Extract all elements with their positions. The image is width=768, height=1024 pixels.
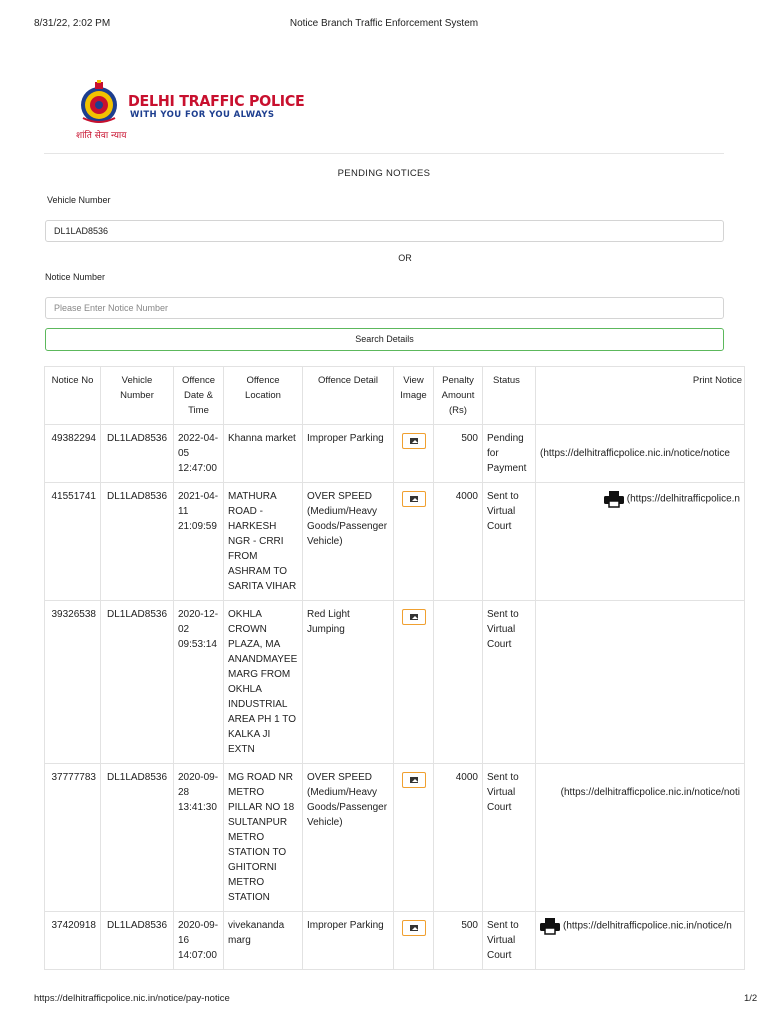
offence-date-cell: 2020-09-28 13:41:30 xyxy=(174,764,224,912)
offence-date-cell: 2021-04-11 21:09:59 xyxy=(174,483,224,601)
offence-location-cell: Khanna market xyxy=(224,425,303,483)
vehicle-number-cell: DL1LAD8536 xyxy=(101,601,174,764)
offence-detail-cell: OVER SPEED (Medium/Heavy Goods/Passenger Vehicle) xyxy=(303,483,394,601)
print-datetime: 8/31/22, 2:02 PM xyxy=(34,18,111,29)
col-status: Status xyxy=(483,367,536,425)
penalty-amount-cell: 4000 xyxy=(434,764,483,912)
col-offence-detail: Offence Detail xyxy=(303,367,394,425)
section-title: PENDING NOTICES xyxy=(337,168,431,179)
print-notice-cell xyxy=(536,912,745,970)
penalty-amount-cell: 500 xyxy=(434,912,483,970)
col-print-notice: Print Notice xyxy=(536,367,745,425)
col-offence-location: Offence Location xyxy=(224,367,303,425)
offence-detail-cell: Improper Parking xyxy=(303,425,394,483)
footer-page-number: 1/2 xyxy=(744,993,758,1004)
table-row xyxy=(45,425,745,483)
offence-detail-cell: Improper Parking xyxy=(303,912,394,970)
col-view-image: View Image xyxy=(394,367,434,425)
notice-no-cell: 41551741 xyxy=(45,483,101,601)
view-image-cell xyxy=(394,425,434,483)
notice-no-cell: 49382294 xyxy=(45,425,101,483)
printer-icon xyxy=(540,918,560,934)
table-row xyxy=(45,483,745,601)
logo-tagline: WITH YOU FOR YOU ALWAYS xyxy=(130,110,275,120)
offence-location-cell: OKHLA CROWN PLAZA, MA ANANDMAYEE MARG FROM OKHLA INDUSTRIAL AREA PH 1 TO KALKA JI EXTN xyxy=(224,601,303,764)
footer-url: https://delhitrafficpolice.nic.in/notice/pay-notice xyxy=(34,993,230,1004)
notice-number-label: Notice Number xyxy=(45,272,106,282)
pending-notices-table xyxy=(44,366,745,970)
notice-no-cell: 37420918 xyxy=(45,912,101,970)
status-cell: Sent to Virtual Court xyxy=(483,764,536,912)
col-vehicle-number: Vehicle Number xyxy=(101,367,174,425)
print-notice-link[interactable]: (https://delhitrafficpolice.nic.in/notice/noti xyxy=(560,787,740,798)
offence-location-cell: MATHURA ROAD - HARKESH NGR - CRRI FROM ASHRAM TO SARITA VIHAR xyxy=(224,483,303,601)
view-image-icon[interactable] xyxy=(402,772,426,788)
print-notice-cell xyxy=(536,764,745,912)
offence-detail-cell: OVER SPEED (Medium/Heavy Goods/Passenger Vehicle) xyxy=(303,764,394,912)
print-notice-link[interactable]: (https://delhitrafficpolice.nic.in/notice/notice xyxy=(540,448,730,459)
print-notice-cell xyxy=(536,425,745,483)
print-notice-cell xyxy=(536,483,745,601)
table-row xyxy=(45,764,745,912)
view-image-icon[interactable] xyxy=(402,491,426,507)
status-cell: Sent to Virtual Court xyxy=(483,912,536,970)
vehicle-number-cell: DL1LAD8536 xyxy=(101,764,174,912)
print-notice-cell xyxy=(536,601,745,764)
view-image-icon[interactable] xyxy=(402,920,426,936)
print-notice-link[interactable]: (https://delhitrafficpolice.n xyxy=(626,493,740,505)
view-image-cell xyxy=(394,764,434,912)
offence-date-cell: 2020-09-16 14:07:00 xyxy=(174,912,224,970)
notice-number-input[interactable]: Please Enter Notice Number xyxy=(45,297,724,319)
print-notice-link[interactable]: (https://delhitrafficpolice.nic.in/notice/n xyxy=(563,920,732,932)
status-cell: Sent to Virtual Court xyxy=(483,483,536,601)
logo-brand-text: DELHI TRAFFIC POLICE xyxy=(128,92,305,110)
vehicle-number-cell: DL1LAD8536 xyxy=(101,425,174,483)
penalty-amount-cell xyxy=(434,601,483,764)
view-image-icon[interactable] xyxy=(402,433,426,449)
col-notice-no: Notice No xyxy=(45,367,101,425)
table-row xyxy=(45,601,745,764)
offence-detail-cell: Red Light Jumping xyxy=(303,601,394,764)
offence-date-cell: 2020-12-02 09:53:14 xyxy=(174,601,224,764)
table-row xyxy=(45,912,745,970)
penalty-amount-cell: 500 xyxy=(434,425,483,483)
offence-location-cell: vivekananda marg xyxy=(224,912,303,970)
offence-date-cell: 2022-04-05 12:47:00 xyxy=(174,425,224,483)
vehicle-number-cell: DL1LAD8536 xyxy=(101,483,174,601)
vehicle-number-cell: DL1LAD8536 xyxy=(101,912,174,970)
printer-icon xyxy=(604,491,624,507)
status-cell: Sent to Virtual Court xyxy=(483,601,536,764)
penalty-amount-cell: 4000 xyxy=(434,483,483,601)
search-details-button[interactable]: Search Details xyxy=(45,328,724,351)
offence-location-cell: MG ROAD NR METRO PILLAR NO 18 SULTANPUR METRO STATION TO GHITORNI METRO STATION xyxy=(224,764,303,912)
col-offence-date-time: Offence Date & Time xyxy=(174,367,224,425)
print-page-title: Notice Branch Traffic Enforcement System xyxy=(289,18,479,29)
view-image-icon[interactable] xyxy=(402,609,426,625)
col-penalty-amount: Penalty Amount (Rs) xyxy=(434,367,483,425)
status-cell: Pending for Payment xyxy=(483,425,536,483)
notice-no-cell: 37777783 xyxy=(45,764,101,912)
or-separator: OR xyxy=(398,253,412,263)
view-image-cell xyxy=(394,601,434,764)
logo-motto: शांति सेवा न्याय xyxy=(76,131,127,141)
view-image-cell xyxy=(394,912,434,970)
vehicle-number-label: Vehicle Number xyxy=(47,195,111,205)
table-header-row xyxy=(45,367,745,425)
vehicle-number-input[interactable]: DL1LAD8536 xyxy=(45,220,724,242)
view-image-cell xyxy=(394,483,434,601)
notice-no-cell: 39326538 xyxy=(45,601,101,764)
